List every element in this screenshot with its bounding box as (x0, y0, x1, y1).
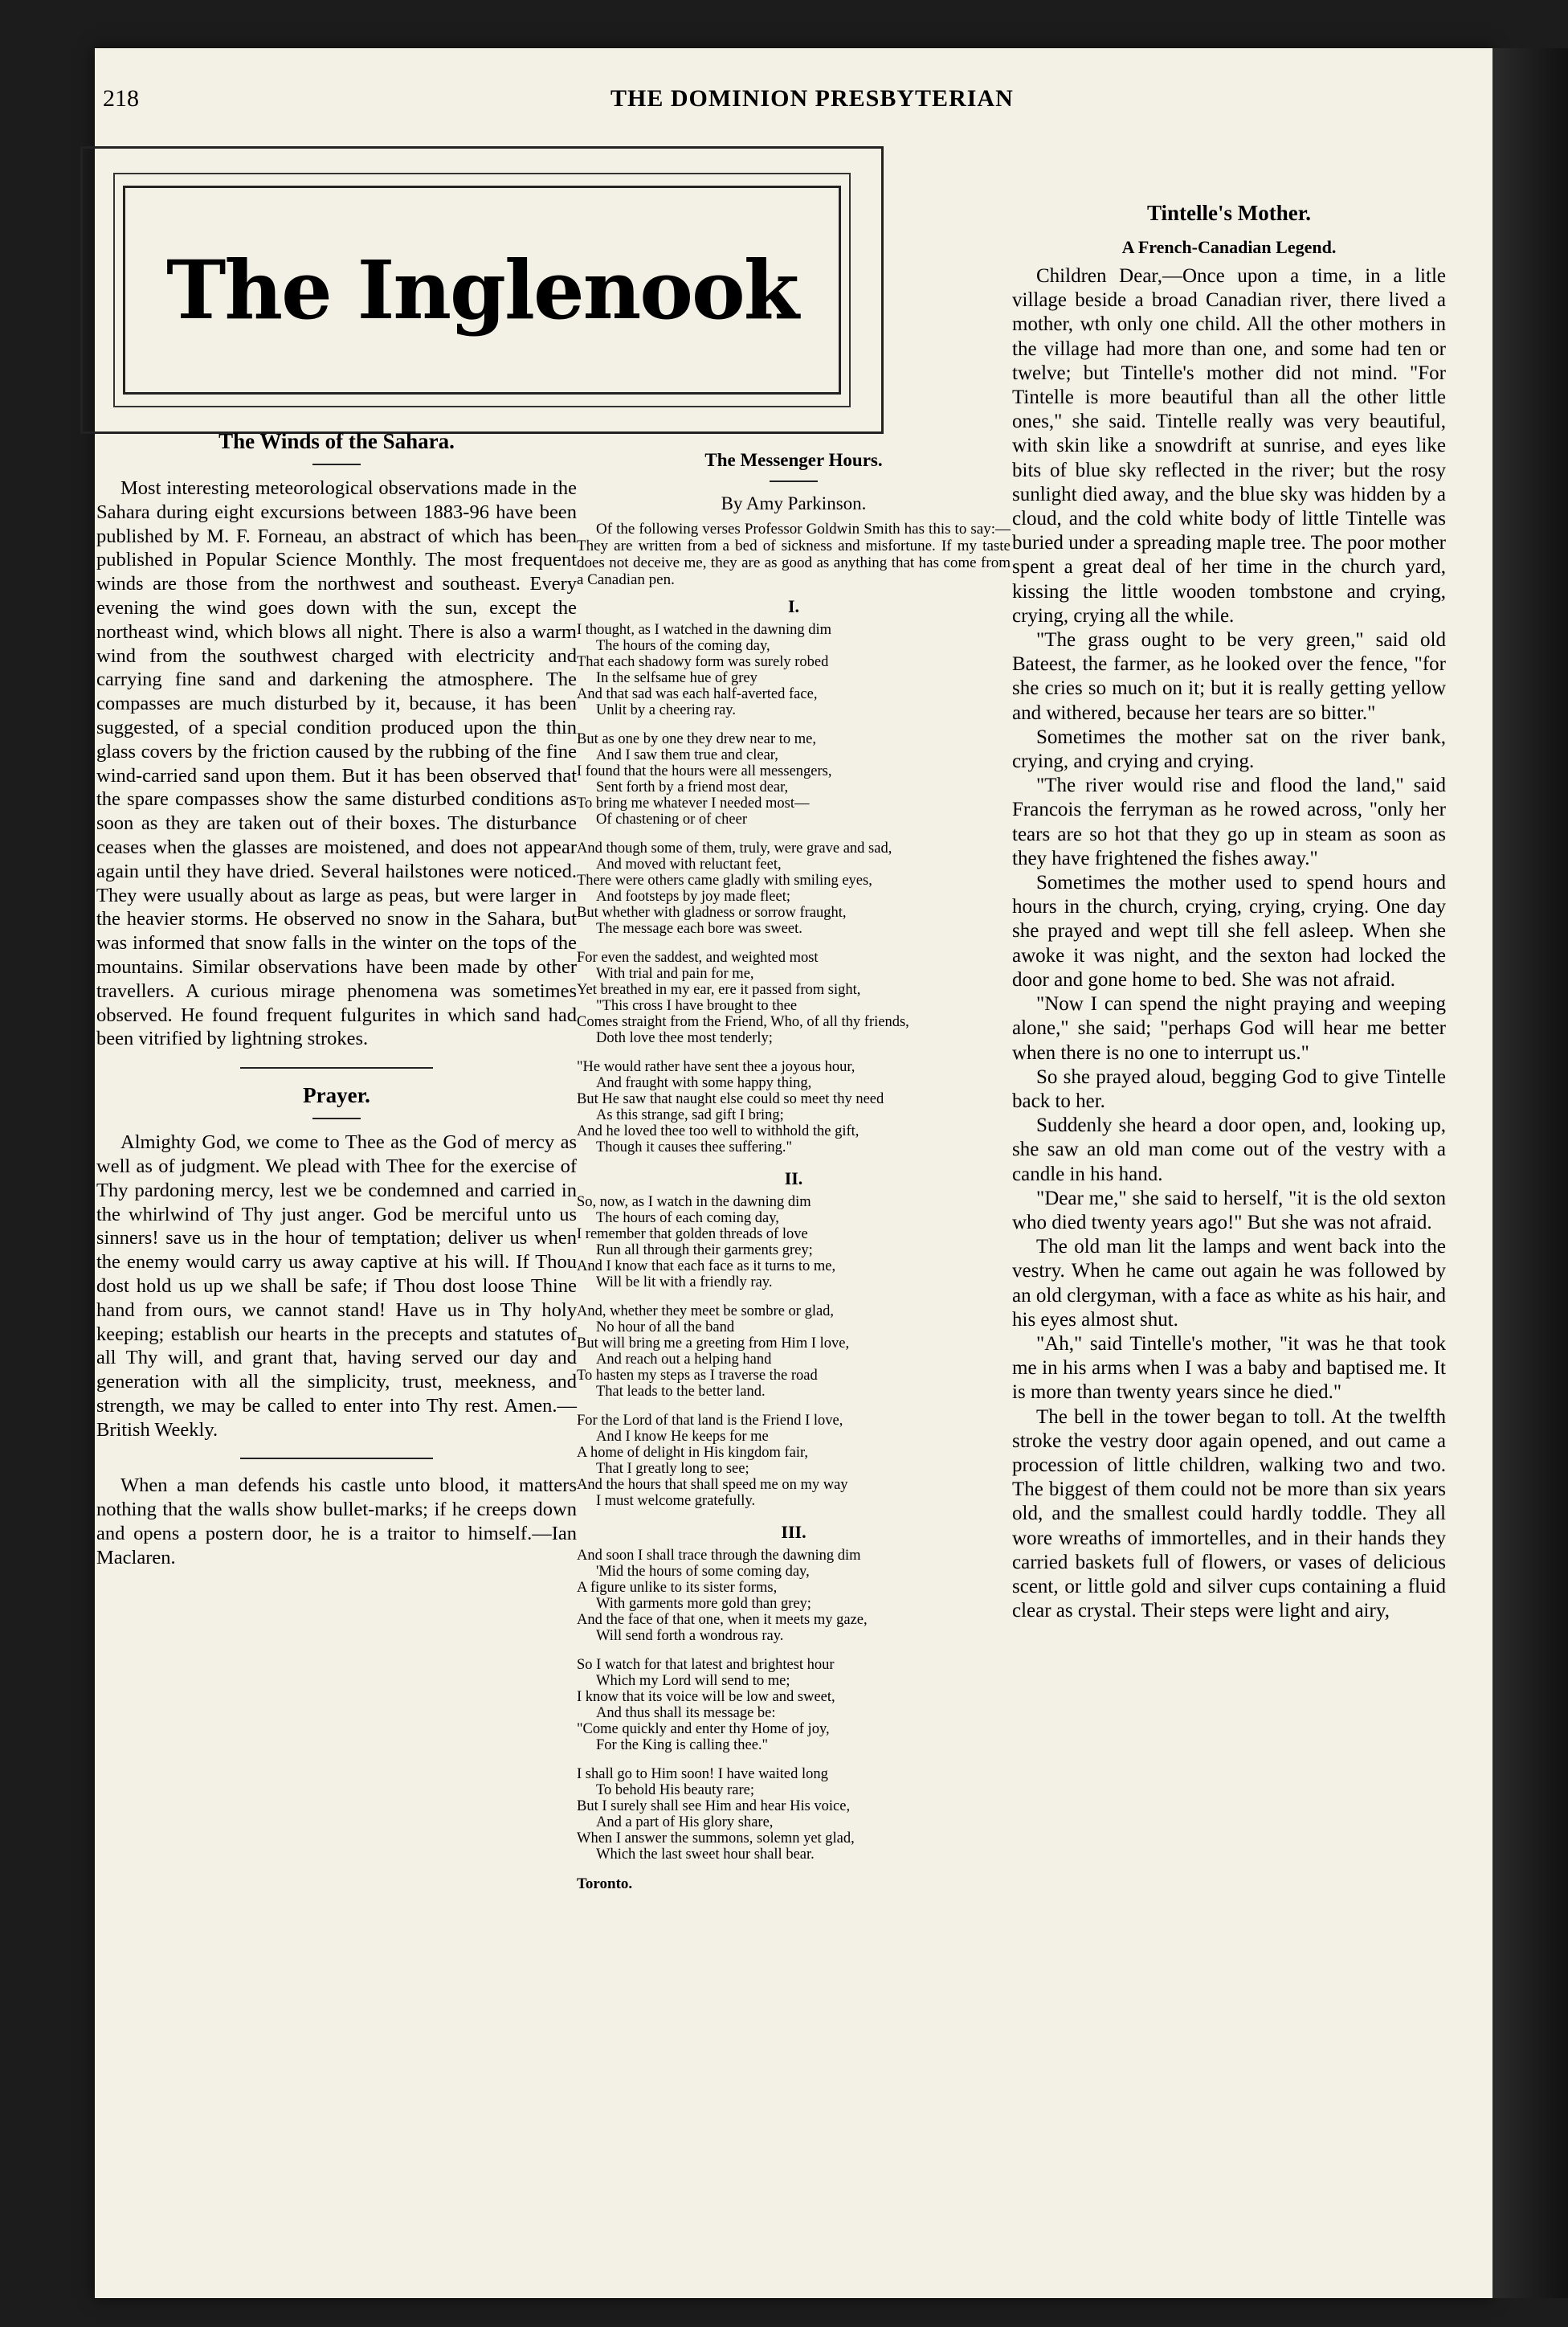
story-paragraph: Suddenly she heard a door open, and, looking up, she saw an old man come out of the vestry with a candle in his hand. (1012, 1114, 1446, 1185)
poem-line: Run all through their garments grey; (596, 1242, 813, 1258)
poem-line: The hours of each coming day, (596, 1210, 779, 1226)
poem-line: With garments more gold than grey; (596, 1596, 811, 1612)
article-body-prayer: Almighty God, we come to Thee as the God of mercy as well as of judgment. We plead with Thee for the exercise of Thy pardoning mercy, lest we be condemned and carried in the whirlwind of Thy just anger. God be merciful unto us sinners! save us in the hour of temptation; deliver us when the enemy would carry us away captive at his will. If Thou dost hold us up we shall be safe; if Thou dost loose Thine hand from ours, we cannot stand! Have us in Thy holy keeping; establish our hearts in the precepts and statutes of all Thy will, and grant that, having served our day and generation with all the simplicity, trust, meekness, and strength, we may be called to enter into Thy rest. Amen.—British Weekly. (96, 1131, 577, 1441)
poem-line: I found that the hours were all messengers, (577, 763, 832, 779)
story-paragraph: Sometimes the mother used to spend hours and hours in the church, crying, crying, crying. One day she prayed and wept till she fell asleep. When she awoke it was night, and the sexton had locked the door and gone home to bed. She was not afraid. (1012, 872, 1446, 991)
section-title: The Inglenook (166, 243, 798, 337)
poem-line: "Come quickly and enter thy Home of joy, (577, 1721, 830, 1737)
poem-line: Will send forth a wondrous ray. (596, 1628, 784, 1644)
poem-line: Which the last sweet hour shall bear. (596, 1846, 815, 1863)
story-paragraph: Children Dear,—Once upon a time, in a litle village beside a broad Canadian river, there lived a mother, wth only one child. All the other mothers in the village had more than one, and some had ten or twelve; but Tintelle's mother did not mind. "For Tintelle is more beautiful than all the other little ones," she said. Tintelle really was very beautiful, with skin like a snowdrift at sunrise, and eyes like bits of blue sky reflected in the river; but the rosy sunlight died away, and the blue sky was hidden by a cloud, and the cold white body of little Tintelle was buried under a spreading maple tree. The poor mother spent a great deal of her time in the church yard, kissing the little wooden tombstone and crying, crying, crying all the while. (1012, 265, 1446, 627)
story-paragraph: The bell in the tower began to toll. At the twelfth stroke the vestry door again opened, and out came a procession of little children, walking two and two. The biggest of them could not be more than six years old, and the smallest could hardly toddle. They all wore wreaths of immortelles, and in their hands they carried baskets full of flowers, or vases of delicious scent, or little gold and silver cups containing a fluid clear as crystal. Their steps were light and airy, (1012, 1405, 1446, 1622)
poem-author: By Amy Parkinson. (721, 493, 867, 513)
column-left (96, 429, 577, 1570)
poem-line: Doth love thee most tenderly; (596, 1030, 773, 1046)
poem-line: That leads to the better land. (596, 1384, 766, 1400)
poem-part-heading: II. (784, 1168, 803, 1188)
poem-line: I know that its voice will be low and sweet, (577, 1689, 835, 1705)
article-body-winds: Most interesting meteorological observations made in the Sahara during eight excursions between 1883-96 have been published by M. F. Forneau, an abstract of which has been published in Popular Science Monthly. The most frequent winds are those from the northwest and southeast. Every evening the wind goes down with the sun, except the northeast wind, which blows all night. There is also a warm wind from the southwest charged with electricity and carrying fine sand and darkening the atmosphere. The compasses are much disturbed by it, because, it has been suggested, of a special condition produced upon the thin glass covers by the friction caused by the rubbing of the fine wind-carried sand upon them. But it has been observed that the spare compasses show the same disturbed conditions as soon as they are taken out of their boxes. The disturbance ceases when the glasses are moistened, and does not appear again until they have dried. Several hailstones were noticed. They were usually about as large as peas, but were larger in the heavier storms. He observed no snow in the Sahara, but was informed that snow falls in the winter on the tops of the mountains. Similar observations have been made by other travellers. A curious mirage phenomena was sometimes observed. He found frequent fulgurites in which sand had been vitrified by lightning strokes. (96, 477, 577, 1050)
column-right (1012, 201, 1446, 1623)
story-paragraph: "The grass ought to be very green," said old Bateest, the farmer, as he looked over the fence, "for she cries so much on it; but it is really getting yellow and withered, because her tears are so bitter." (1012, 629, 1446, 724)
masthead-box (80, 146, 884, 434)
poem-line: Which my Lord will send to me; (596, 1673, 790, 1689)
poem-stanza (577, 1194, 1011, 1290)
poem-line: In the selfsame hue of grey (596, 670, 757, 686)
poem-line: But will bring me a greeting from Him I love, (577, 1335, 850, 1352)
poem-line: Yet breathed in my ear, ere it passed from sight, (577, 982, 861, 998)
poem-line: That each shadowy form was surely robed (577, 654, 829, 670)
story-paragraph: "The river would rise and flood the land," said Francois the ferryman as he rowed across, "only her tears are so hot that they go up in steam as soon as they have frightened the fishes away." (1012, 775, 1446, 869)
quote-maclaren: When a man defends his castle unto blood, it matters nothing that the walls show bullet-marks; if he creeps down and opens a postern door, he is a traitor to himself.—Ian Maclaren. (96, 1474, 577, 1568)
poem-line: "He would rather have sent thee a joyous hour, (577, 1059, 855, 1075)
poem-place: Toronto. (577, 1875, 633, 1892)
poem-line: And I know that each face as it turns to me, (577, 1258, 836, 1274)
poem-line: With trial and pain for me, (596, 966, 754, 982)
poem-line: For the Lord of that land is the Friend I love, (577, 1413, 843, 1429)
poem-line: Of chastening or of cheer (596, 812, 747, 828)
article-title-prayer: Prayer. (303, 1083, 370, 1108)
poem-line: To behold His beauty rare; (596, 1782, 755, 1798)
poem-line: The message each bore was sweet. (596, 921, 802, 937)
story-paragraph: "Ah," said Tintelle's mother, "it was he that took me in his arms when I was a baby and baptised me. It is more than twenty years since he died." (1012, 1332, 1446, 1404)
poem-stanza (577, 1657, 1011, 1753)
poem-stanza (577, 731, 1011, 828)
poem-line: As this strange, sad gift I bring; (596, 1107, 784, 1123)
divider (312, 464, 361, 465)
article-title-winds: The Winds of the Sahara. (218, 429, 455, 453)
poem-line: I thought, as I watched in the dawning dim (577, 622, 832, 638)
poem-line: I must welcome gratefully. (596, 1493, 756, 1509)
divider (770, 481, 818, 482)
poem-line: And that sad was each half-averted face, (577, 686, 818, 702)
poem-stanza (577, 1766, 1011, 1863)
poem-line: Though it causes thee suffering." (596, 1139, 793, 1155)
poem-line: So, now, as I watch in the dawning dim (577, 1194, 811, 1210)
running-title: THE DOMINION PRESBYTERIAN (610, 85, 1014, 112)
poem-line: Sent forth by a friend most dear, (596, 779, 789, 795)
poem-stanza (577, 622, 1011, 718)
poem-line: Unlit by a cheering ray. (596, 702, 736, 718)
story-paragraph: The old man lit the lamps and went back into the vestry. When he came out again he was followed by an old clergyman, with a face as white as his hair, and his eyes almost shut. (1012, 1236, 1446, 1331)
poem-stanza (577, 1413, 1011, 1509)
poem-line: But I surely shall see Him and hear His voice, (577, 1798, 851, 1814)
poem-line: But whether with gladness or sorrow fraught, (577, 905, 847, 921)
poem-stanza (577, 1059, 1011, 1155)
story-body (1012, 264, 1446, 1623)
poem-line: Comes straight from the Friend, Who, of all thy friends, (577, 1014, 909, 1030)
poem-stanza (577, 840, 1011, 937)
poem-line: But He saw that naught else could so meet thy need (577, 1091, 884, 1107)
story-title: Tintelle's Mother. (1147, 201, 1311, 225)
poem-part-2 (577, 1194, 1011, 1509)
divider (240, 1458, 433, 1459)
story-subtitle: A French-Canadian Legend. (1121, 237, 1337, 257)
page-number: 218 (103, 85, 139, 112)
poem-line: And the face of that one, when it meets my gaze, (577, 1612, 868, 1628)
poem-part-heading: I. (787, 596, 800, 616)
poem-line: To bring me whatever I needed most— (577, 795, 810, 812)
poem-line: So I watch for that latest and brightest hour (577, 1657, 835, 1673)
story-paragraph: Sometimes the mother sat on the river bank, crying, and crying and crying. (1012, 726, 1446, 773)
poem-line: Will be lit with a friendly ray. (596, 1274, 773, 1290)
poem-line: But as one by one they drew near to me, (577, 731, 816, 747)
divider (240, 1067, 433, 1069)
divider (312, 1118, 361, 1119)
poem-line: And, whether they meet be sombre or glad, (577, 1303, 835, 1319)
poem-line: And soon I shall trace through the dawning dim (577, 1548, 861, 1564)
story-paragraph: So she prayed aloud, begging God to give Tintelle back to her. (1012, 1065, 1446, 1112)
poem-line: To hasten my steps as I traverse the road (577, 1368, 818, 1384)
poem-line: And I saw them true and clear, (596, 747, 778, 763)
poem-line: For even the saddest, and weighted most (577, 950, 819, 966)
poem-line: And footsteps by joy made fleet; (596, 889, 790, 905)
poem-line: And I know He keeps for me (596, 1429, 769, 1445)
poem-line: "This cross I have brought to thee (596, 998, 798, 1014)
poem-part-heading: III. (781, 1522, 806, 1542)
poem-line: That I greatly long to see; (596, 1461, 749, 1477)
poem-line: And moved with reluctant feet, (596, 857, 782, 873)
poem-part-3 (577, 1548, 1011, 1863)
poem-line: 'Mid the hours of some coming day, (596, 1564, 810, 1580)
scan-edge (1492, 48, 1568, 2298)
poem-line: A home of delight in His kingdom fair, (577, 1445, 809, 1461)
poem-line: For the King is calling thee." (596, 1737, 769, 1753)
story-paragraph: "Dear me," she said to herself, "it is the old sexton who died twenty years ago!" But she was not afraid. (1012, 1187, 1446, 1233)
poem-line: No hour of all the band (596, 1319, 735, 1335)
poem-line: When I answer the summons, solemn yet glad, (577, 1830, 855, 1846)
poem-line: And though some of them, truly, were grave and sad, (577, 840, 892, 857)
poem-title: The Messenger Hours. (704, 450, 883, 470)
poem-stanza (577, 1303, 1011, 1400)
poem-line: There were others came gladly with smiling eyes, (577, 873, 872, 889)
poem-line: The hours of the coming day, (596, 638, 770, 654)
column-middle (577, 450, 1011, 1893)
poem-line: I shall go to Him soon! I have waited long (577, 1766, 828, 1782)
story-paragraph: "Now I can spend the night praying and weeping alone," she said; "perhaps God will hear me better when there is no one to interrupt us." (1012, 993, 1446, 1064)
poem-line: And he loved thee too well to withhold the gift, (577, 1123, 860, 1139)
poem-line: A figure unlike to its sister forms, (577, 1580, 778, 1596)
poem-line: And a part of His glory share, (596, 1814, 774, 1830)
poem-stanza (577, 1548, 1011, 1644)
poem-line: And reach out a helping hand (596, 1352, 772, 1368)
poem-line: And thus shall its message be: (596, 1705, 776, 1721)
poem-intro: Of the following verses Professor Goldwin Smith has this to say:— They are written from a bed of sickness and misfortune. If my taste does not deceive me, they are as good as anything that has come from a Canadian pen. (577, 521, 1011, 588)
poem-line: I remember that golden threads of love (577, 1226, 808, 1242)
poem-line: And the hours that shall speed me on my way (577, 1477, 848, 1493)
poem-line: And fraught with some happy thing, (596, 1075, 812, 1091)
poem-stanza (577, 950, 1011, 1046)
poem-part-1 (577, 622, 1011, 1155)
